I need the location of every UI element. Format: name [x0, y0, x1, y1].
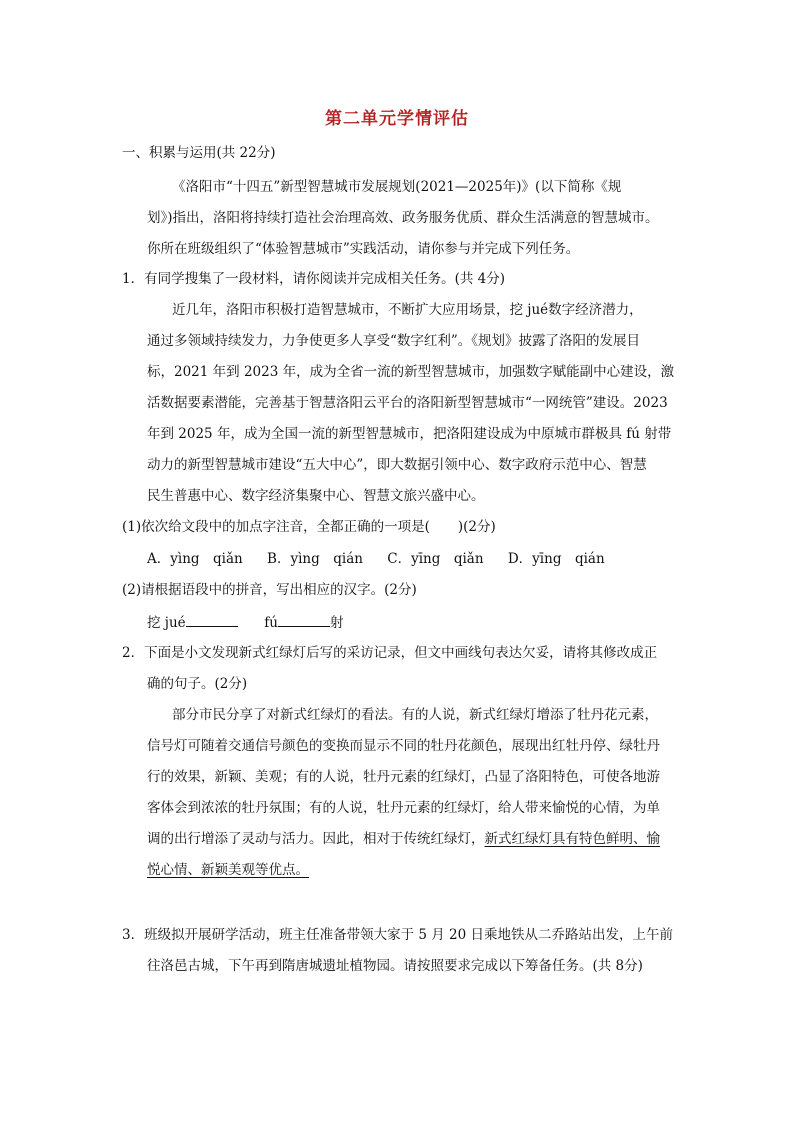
fill-blank-row — [147, 612, 343, 632]
underlined-sentence: 新式红绿灯具有特色鲜明、愉 — [484, 831, 660, 847]
question-2-stem: 确的句子。(2分) — [147, 676, 248, 692]
blank-1-label: 挖 jué — [147, 615, 186, 631]
sub-question-1-score: )(2分) — [457, 519, 496, 535]
passage-line: 动力的新型智慧城市建设“五大中心”，即大数据引领中心、数字政府示范中心、智慧 — [147, 457, 647, 473]
intro-line: 你所在班级组织了“体验智慧城市”实践活动，请你参与并完成下列任务。 — [147, 241, 580, 257]
blank-1-field[interactable] — [186, 612, 238, 627]
option-b[interactable]: B．yìng qián — [267, 551, 363, 567]
sub-question-1 — [122, 518, 496, 536]
passage-line: 民生普惠中心、数字经济集聚中心、智慧文旅兴盛中心。 — [147, 488, 485, 504]
options-row — [147, 550, 625, 568]
page-title: 第二单元学情评估 — [325, 109, 469, 129]
sub-question-1-text: (1)依次给文段中的加点字注音，全都正确的一项是( — [122, 519, 430, 535]
option-c[interactable]: C．yīng qiǎn — [387, 551, 484, 567]
question-3-stem: 往洛邑古城，下午再到隋唐城遗址植物园。请按照要求完成以下筹备任务。(共 8分) — [147, 958, 643, 974]
underlined-sentence: 悦心情、新颖美观等优点。 — [147, 862, 309, 878]
question-1-stem: 1．有同学搜集了一段材料，请你阅读并完成相关任务。(共 4分) — [122, 271, 506, 287]
blank-2-suffix: 射 — [329, 615, 344, 631]
passage-text: 调的出行增添了灵动与活力。因此，相对于传统红绿灯， — [147, 831, 485, 847]
passage-line — [147, 830, 660, 848]
intro-line: 《洛阳市“十四五”新型智慧城市发展规划(2021—2025年)》(以下简称《规 — [172, 179, 622, 195]
blank-2-field[interactable] — [278, 612, 330, 627]
passage-line: 通过多领域持续发力，力争使更多人享受“数字红利”。《规划》披露了洛阳的发展目 — [147, 333, 641, 349]
passage-line: 标，2021 年到 2023 年，成为全省一流的新型智慧城市，加强数字赋能副中心建设，激 — [147, 364, 675, 380]
passage-line: 年到 2025 年，成为全国一流的新型智慧城市，把洛阳建设成为中原城市群极具 fú 射带 — [147, 426, 672, 442]
passage-line: 近几年，洛阳市积极打造智慧城市，不断扩大应用场景，挖 jué数字经济潜力， — [172, 302, 643, 318]
section-heading: 一、积累与运用(共 22分) — [122, 145, 276, 161]
passage-line: 部分市民分享了对新式红绿灯的看法。有的人说，新式红绿灯增添了牡丹花元素， — [172, 707, 658, 723]
sub-question-2: (2)请根据语段中的拼音，写出相应的汉字。(2分) — [122, 582, 417, 598]
passage-line: 信号灯可随着交通信号颜色的变换而显示不同的牡丹花颜色，展现出红牡丹停、绿牡丹 — [147, 738, 660, 754]
intro-line: 划》)指出，洛阳将持续打造社会治理高效、政务服务优质、群众生活满意的智慧城市。 — [147, 210, 659, 226]
passage-line — [147, 861, 309, 879]
passage-line: 客体会到浓浓的牡丹氛围；有的人说，牡丹元素的红绿灯，给人带来愉悦的心情，为单 — [147, 800, 660, 816]
passage-line: 行的效果，新颖、美观；有的人说，牡丹元素的红绿灯，凸显了洛阳特色，可使各地游 — [147, 769, 660, 785]
option-d[interactable]: D．yīng qián — [507, 551, 605, 567]
option-a[interactable]: A．yìng qiǎn — [147, 551, 243, 567]
question-3-stem: 3．班级拟开展研学活动，班主任准备带领大家于 5 月 20 日乘地铁从二乔路站出发，上午前 — [122, 927, 674, 943]
question-2-stem: 2．下面是小文发现新式红绿灯后写的采访记录，但文中画线句表达欠妥，请将其修改成正 — [122, 645, 658, 661]
blank-2-label: fú — [264, 615, 278, 631]
passage-line: 活数据要素潜能，完善基于智慧洛阳云平台的洛阳新型智慧城市“一网统管”建设。2023 — [147, 395, 668, 411]
